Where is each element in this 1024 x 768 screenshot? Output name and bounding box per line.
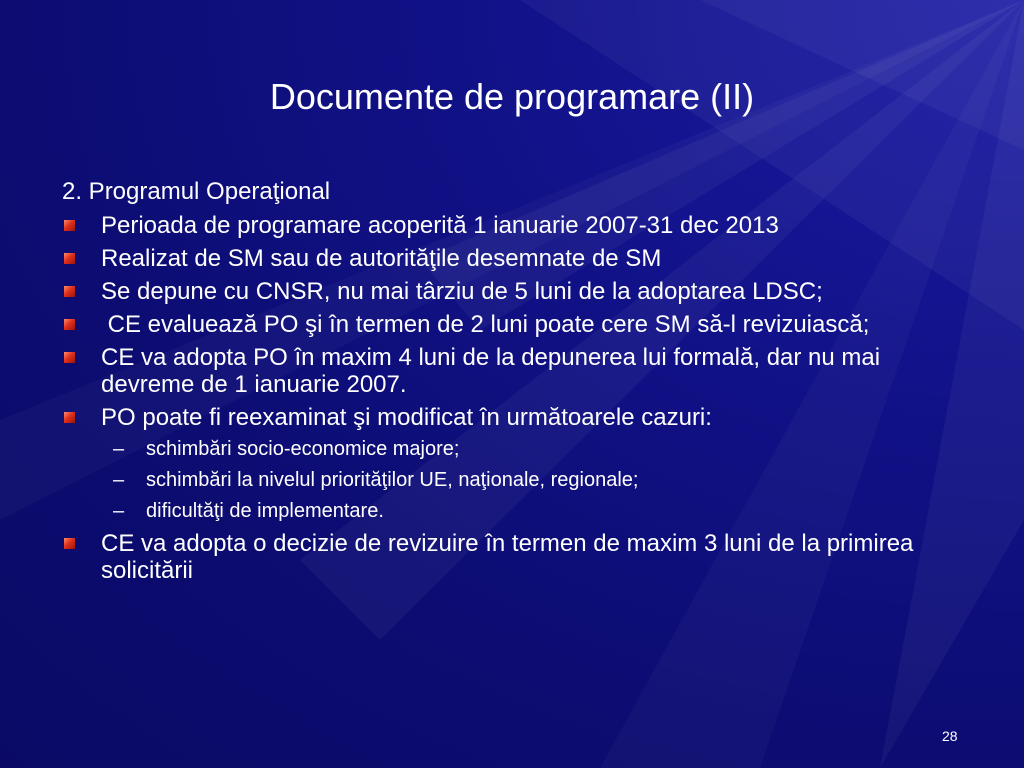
square-bullet-icon — [64, 253, 75, 264]
bullet-text: CE va adopta o decizie de revizuire în termen de maxim 3 luni de la primirea solicitării — [101, 530, 914, 584]
bullet-text: Perioada de programare acoperită 1 ianuarie 2007-31 dec 2013 — [101, 212, 779, 239]
bullet-item — [62, 245, 972, 272]
sub-bullet-text: schimbări socio-economice majore; — [146, 438, 460, 460]
sub-bullet-text: dificultăţi de implementare. — [146, 500, 384, 522]
slide-title: Documente de programare (II) — [269, 76, 755, 117]
square-bullet-icon — [64, 286, 75, 297]
page-number: 28 — [942, 728, 958, 744]
slide-body — [62, 177, 972, 590]
sub-bullet-item — [62, 437, 972, 461]
sub-bullet-item — [62, 468, 972, 492]
dash-bullet-icon: – — [113, 469, 125, 491]
bullet-item — [62, 212, 972, 239]
bullet-item — [62, 404, 972, 431]
bullet-text: Se depune cu CNSR, nu mai târziu de 5 luni de la adoptarea LDSC; — [101, 278, 823, 305]
bullet-item — [62, 311, 972, 338]
section-heading: 2. Programul Operaţional — [62, 178, 331, 205]
dash-bullet-icon: – — [113, 500, 125, 522]
square-bullet-icon — [64, 352, 75, 363]
bullet-text: PO poate fi reexaminat şi modificat în următoarele cazuri: — [101, 404, 712, 431]
bullet-item — [62, 344, 972, 398]
square-bullet-icon — [64, 412, 75, 423]
square-bullet-icon — [64, 220, 75, 231]
bullet-item — [62, 278, 972, 305]
bullet-text: Realizat de SM sau de autorităţile desemnate de SM — [101, 245, 662, 272]
dash-bullet-icon: – — [113, 438, 125, 460]
square-bullet-icon — [64, 319, 75, 330]
bullet-text: CE evaluează PO şi în termen de 2 luni poate cere SM să-l revizuiască; — [101, 311, 870, 338]
bullet-text: CE va adopta PO în maxim 4 luni de la depunerea lui formală, dar nu mai devreme de 1 ianuarie 2007. — [101, 344, 881, 398]
square-bullet-icon — [64, 538, 75, 549]
sub-bullet-text: schimbări la nivelul priorităţilor UE, naţionale, regionale; — [146, 469, 639, 491]
bullet-item — [62, 530, 972, 584]
sub-bullet-item — [62, 499, 972, 523]
